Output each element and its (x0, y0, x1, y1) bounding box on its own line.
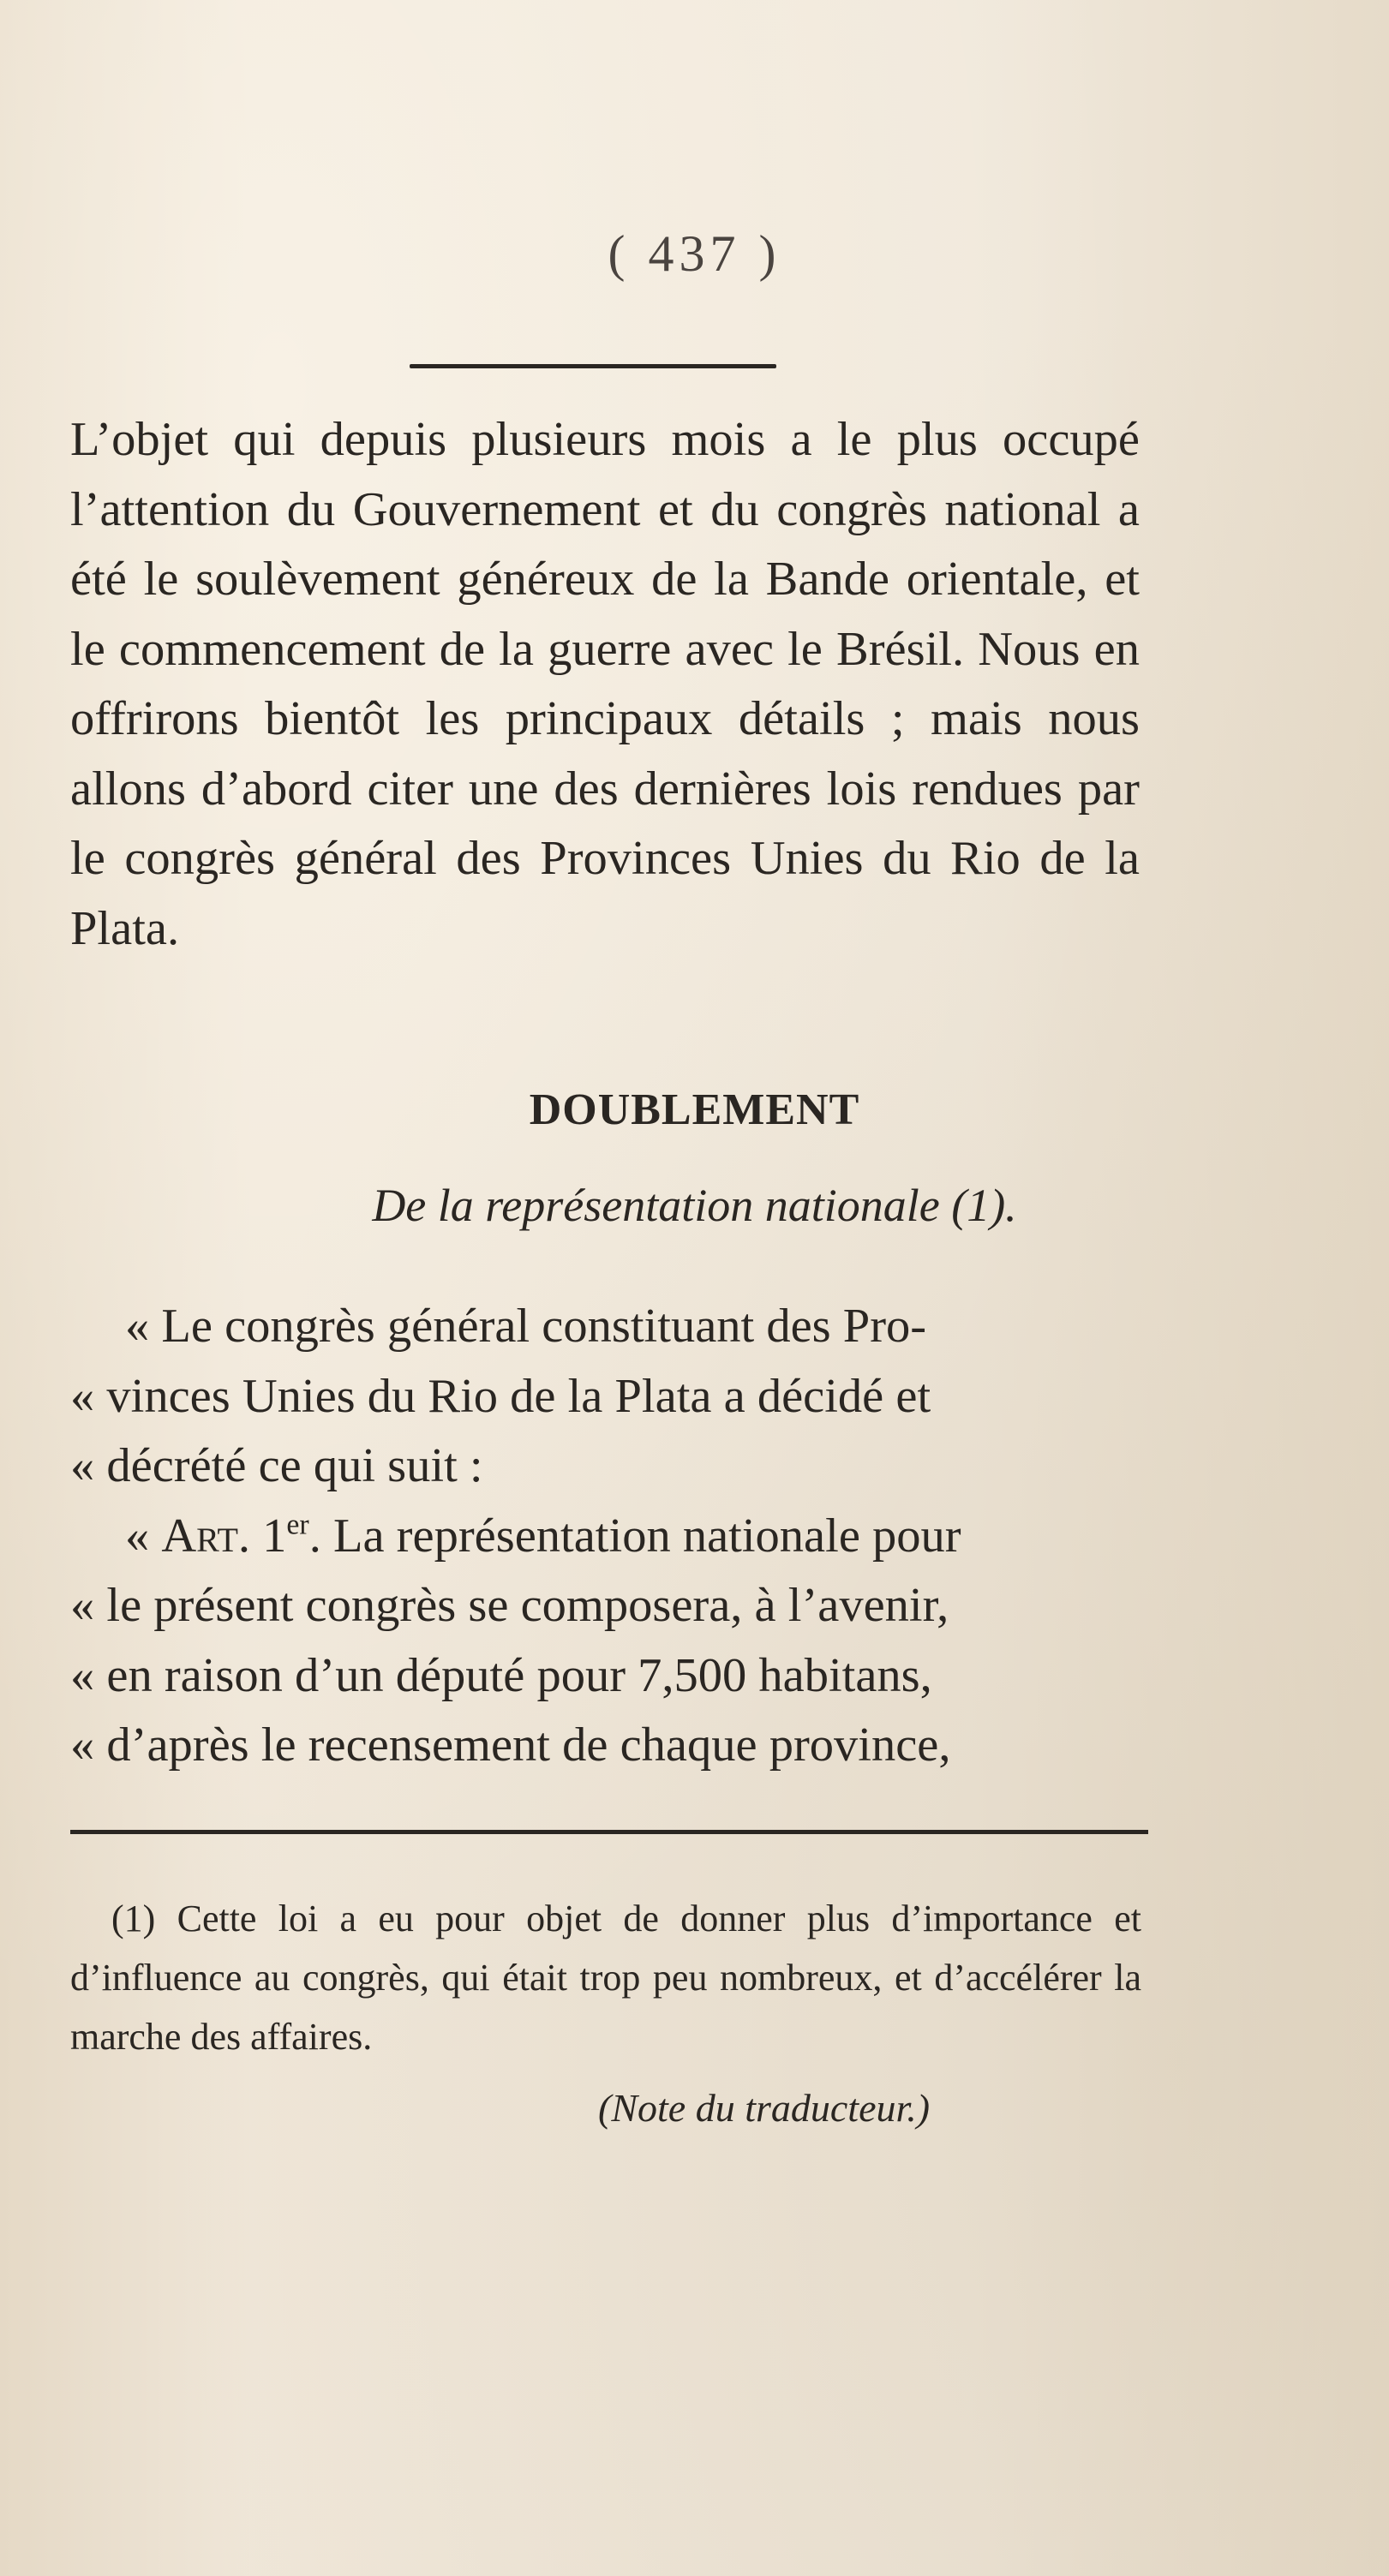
article-label: Art (161, 1509, 238, 1563)
footnote-signature: (Note du traducteur.) (598, 2086, 931, 2130)
article-text: . La représentation nationale pour (308, 1509, 961, 1563)
header-rule (410, 364, 776, 368)
decree-line: « le présent congrès se composera, à l’avenir, (70, 1579, 949, 1632)
decree-line: « vinces Unies du Rio de la Plata a décidé et (70, 1369, 931, 1423)
decree-article-line (70, 1502, 1140, 1572)
article-number: . 1 (237, 1509, 287, 1563)
article-quote: « (125, 1509, 162, 1563)
section-title: DOUBLEMENT (529, 1085, 860, 1134)
article-ordinal: er (286, 1509, 309, 1541)
decree-line: « décrété ce qui suit : (70, 1439, 483, 1492)
footnote-rule (70, 1830, 1148, 1834)
footnote-text: (1) Cette loi a eu pour objet de donner plus d’importance et d’influence au congrès, qui était trop peu nombreux, et d’accélérer la marche des affaires. (70, 1898, 1141, 2058)
section-subtitle: De la représentation nationale (1). (372, 1180, 1017, 1231)
decree-line: « en raison d’un député pour 7,500 habitans, (70, 1648, 932, 1702)
intro-paragraph: L’objet qui depuis plusieurs mois a le plus occupé l’attention du Gouvernement et du congrès national a été le soulèvement généreux de la Bande orientale, et le commencement de la guerre avec le Brésil. Nous en offrirons bientôt les principaux détails ; mais nous allons d’abord citer une des dernières lois rendues par le congrès général des Provinces Unies du Rio de la Plata. (70, 413, 1140, 955)
decree-text (70, 1292, 1140, 1781)
decree-line: « d’après le recensement de chaque province, (70, 1718, 951, 1772)
page-number: ( 437 ) (608, 225, 781, 282)
decree-line: « Le congrès général constituant des Pro- (125, 1300, 927, 1353)
